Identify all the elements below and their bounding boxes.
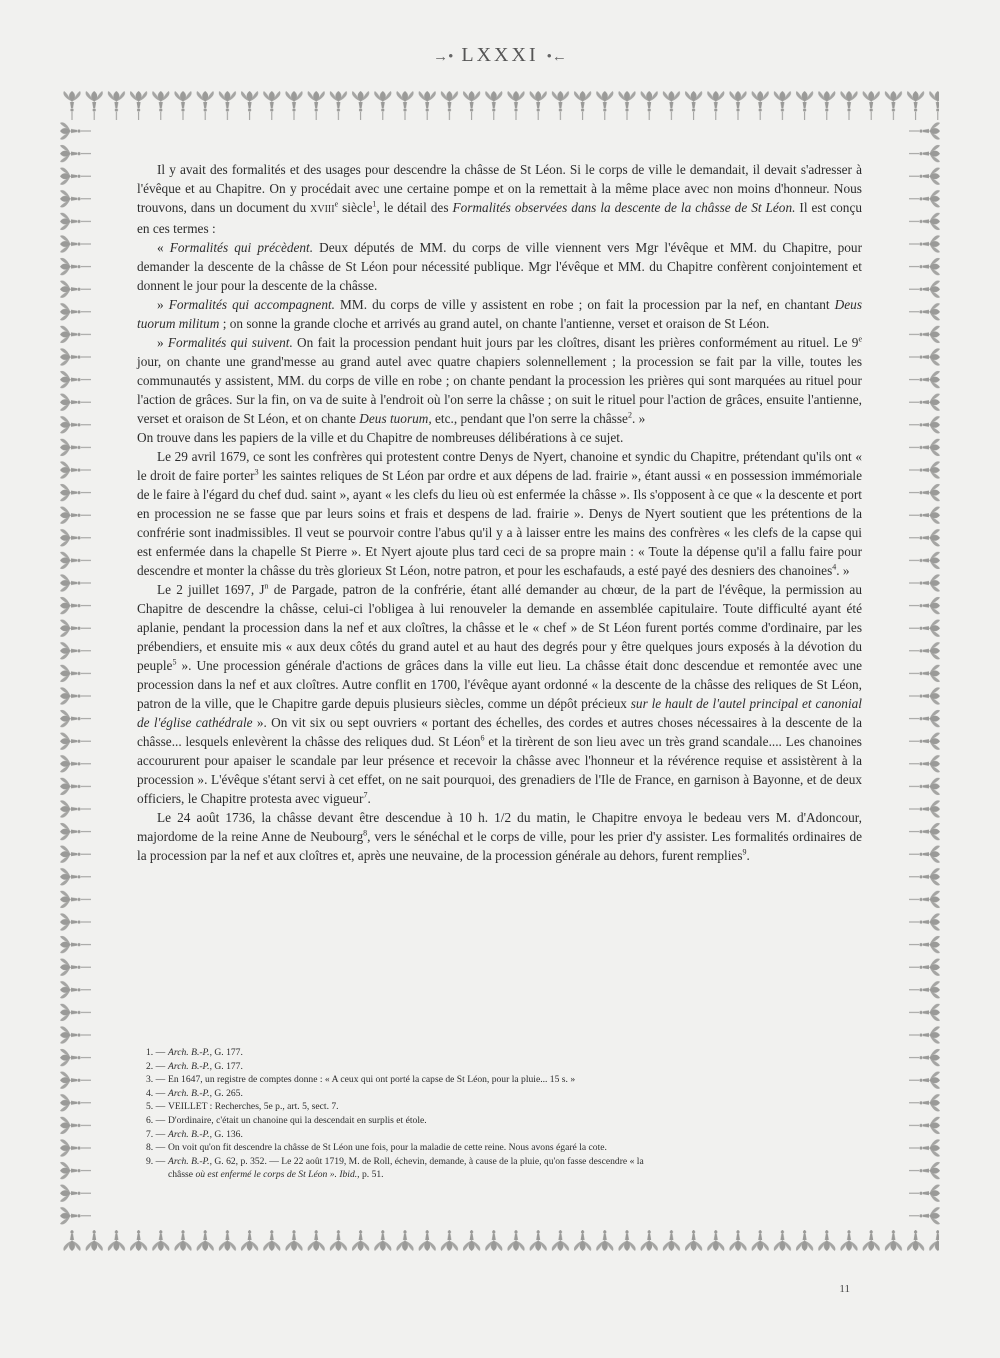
paragraph-8 — [137, 808, 862, 865]
footnote-italic: où est enfermé le corps de St Léon ». Ibid., — [195, 1169, 360, 1181]
paragraph-5 — [137, 428, 862, 447]
page-header — [0, 44, 1000, 67]
latin-phrase: Deus tuorum militum — [137, 297, 862, 331]
footnotes — [146, 1046, 862, 1182]
footnote-number: 6. — — [146, 1114, 166, 1126]
text-span: jour, on chante une grand'messe au grand autel avec quatre chapiers solennellement ; la procession se fait par la ville, toutes les communautés y assistent, MM. du corps de ville en robe ; on chante pendant la procession les prières qui sont marquées au rituel pour l'action de grâces. Sur la fin, on va de suite à l'endroit où l'on serre la châsse ; on suit le rituel pour l'action de grâces, ensuite l'antienne, verset et oraison de St Léon, et on chante — [137, 354, 862, 426]
footnote-ref: 1 — [372, 199, 377, 209]
paragraph-2 — [137, 238, 862, 295]
text-span: et la tirèrent de son lieu avec un très grand scandale.... Les chanoines accoururent pour apaiser le scandale par leur présence et recevoir la châsse avec l'honneur et la révérence requise et assistèrent à la procession ». L'évêque s'étant servi à cet effet, on ne sait pourquoi, des grenadiers de l'Ile de France, en garnison à Bayonne, et de deux officiers, le Chapitre protesta avec vigueur — [137, 734, 862, 806]
footnote-number: 8. — — [146, 1142, 166, 1154]
footnote-body: G. 136. — [211, 1128, 243, 1140]
footnote-number: 9. — — [146, 1155, 166, 1167]
text-span: XVIII — [310, 204, 335, 215]
text-span: « — [157, 240, 170, 255]
footnote — [146, 1155, 862, 1169]
paragraph-6 — [137, 447, 862, 580]
text-span: les saintes reliques de St Léon par ordre et aux dépens de lad. frairie », étant aussi « en possession immémoriale de le faire à l'égard du chef dud. saint », ayant « les clefs du lieu où est enfermée la châsse ». Ils s'opposent à ce que « la descente et port en procession ne se fasse que par leurs soins et frais et despens de lad. frairie ». Denys de Nyert soutient que les prétentions de la confrérie sont inadmissibles. Il veut se pourvoir contre l'abus qu'il y a à laisser entre les mains des confrères « les clefs de la capse qui est enfermée dans la chapelle St Pierre ». Et Nyert ajoute plus tard ceci de sa propre main : « Toute la dépense qu'il a fallu faire pour descendre et monter la châsse du très glorieux St Léon, notre patron, et pour les eschafauds, a esté payé des desniers des chanoines — [137, 468, 862, 578]
footnote-body: On voit qu'on fit descendre la châsse de St Léon une fois, pour la maladie de cette reine. Nous avons égaré la cote. — [168, 1142, 607, 1154]
footnote-body: G. 177. — [211, 1060, 243, 1072]
footnote-body: châsse — [168, 1169, 196, 1181]
footnote-text — [168, 1073, 862, 1087]
footnote-body: G. 265. — [211, 1087, 243, 1099]
footnote-ref: 7 — [363, 790, 368, 800]
italic-heading: Formalités qui suivent. — [167, 335, 293, 350]
text-span: , vers le sénéchal et le corps de ville, pour les prier d'y assister. Les formalités ordinaires de la procession par la nef et aux cloîtres et, après une neuvaine, de la procession générale au dehors, furent remplies — [137, 829, 863, 863]
footnote-continuation — [146, 1168, 862, 1182]
footnote-ref: 4 — [832, 562, 837, 572]
footnote-body: G. 177. — [211, 1047, 243, 1058]
sup-mark: n — [264, 581, 269, 591]
text-span: . — [746, 848, 750, 863]
italic-quote: sur le hault de l'autel principal et canonial de l'église cathédrale — [137, 696, 862, 730]
paragraph-4 — [137, 333, 862, 428]
left-arrow-ornament: →• — [433, 49, 454, 65]
footnote — [146, 1046, 862, 1060]
italic-heading: Formalités qui accompagnent. — [168, 297, 336, 312]
text-span: . — [367, 791, 371, 806]
footnote-text — [168, 1087, 862, 1101]
footnote-italic: Arch. B.-P., — [168, 1047, 212, 1058]
text-span: Le 24 août 1736, la châsse devant être descendue à 10 h. 1/2 du matin, le Chapitre envoya le bedeau vers M. d'Adoncour, majordome de la reine Anne de Neubourg — [137, 810, 862, 844]
footnote-body: p. 51. — [359, 1169, 384, 1181]
footnote — [146, 1087, 862, 1101]
footnote-text — [168, 1114, 862, 1128]
paragraph-7 — [137, 580, 862, 808]
paragraph-1 — [137, 160, 862, 238]
footnote-number: 7. — — [146, 1128, 166, 1140]
text-span: siècle — [338, 200, 373, 215]
right-arrow-ornament: •← — [546, 49, 567, 65]
footnote-text — [168, 1046, 862, 1060]
footnote-text — [168, 1128, 862, 1142]
text-span: Deux députés de MM. du corps de ville viennent vers Mgr l'évêque et MM. du Chapitre, pour demander la descente de la châsse de St Léon pour nécessité publique. Mgr l'évêque et MM. du Chapitre confèrent conjointement et donnent le jour pour la descente de la châsse. — [137, 240, 862, 293]
footnote-ref: 3 — [254, 467, 259, 477]
text-span: » — [157, 297, 169, 312]
main-text — [137, 160, 862, 865]
text-span: Le 2 juillet 1697, J — [157, 582, 265, 597]
footnote — [146, 1100, 862, 1114]
footnote-number: 4. — — [146, 1087, 166, 1099]
text-span: MM. du corps de ville y assistent en robe ; on fait la procession par la nef, en chantant — [335, 297, 835, 312]
text-span: Le 29 avril 1679, ce sont les confrères qui protestent contre Denys de Nyert, chanoine et syndic du Chapitre, prétendant qu'ils ont « le droit de faire porter — [137, 449, 862, 483]
italic-title: Formalités observées dans la descente de la châsse de St Léon. — [452, 200, 796, 215]
footnote-italic: Arch. B.-P., — [168, 1155, 212, 1167]
footnote-body: En 1647, un registre de comptes donne : « A ceux qui ont porté la capse de St Léon, pour la pluie... 15 s. » — [168, 1074, 576, 1086]
footnote — [146, 1114, 862, 1128]
footnote-ref: 8 — [363, 828, 368, 838]
footnote-body: D'ordinaire, c'était un chanoine qui la descendait en surplis et étole. — [168, 1114, 427, 1126]
footnote-ref: 6 — [480, 733, 485, 743]
text-span: ». Une procession générale d'actions de grâces dans la ville eut lieu. La châsse était donc descendue et remontée avec une procession dans la nef et aux cloîtres. Autre conflit en 1700, l'évêque ayant ordonné « la descente de la châsse des reliques de St Léon, patron de la ville, que le Chapitre garde depuis plusieurs siècles, comme un dépôt précieux — [137, 658, 862, 711]
text-span: de Pargade, patron de la confrérie, étant allé demander au chœur, de la part de l'évêque, la permission au Chapitre de descendre la châsse, celui-ci l'obligea à lui renouveler la demande en assemblée capitulaire. Toute difficulté ayant été aplanie, pendant la procession dans la nef et aux cloîtres, la châsse et le « chef » de St Léon furent portés comme d'ordinaire, par les prébendiers, et ensuite mis « aux deux côtés du grand autel et au haut des degrés pour y être quelques jours exposés à la dévotion du peuple — [137, 582, 862, 673]
text-span: » — [157, 335, 168, 350]
footnote-text — [168, 1100, 862, 1114]
paragraph-3 — [137, 295, 862, 333]
latin-phrase: Deus tuorum, — [359, 411, 432, 426]
page-roman-numeral: LXXXI — [461, 44, 539, 66]
text-span: ». On vit six ou sept ouvriers « portant des échelles, des cordes et autres choses nécessaires à la descente de la châsse... lesquels enlevèrent la châsse des reliques dud. St Léon — [137, 715, 862, 749]
text-span: Il est conçu en ces termes : — [137, 200, 863, 236]
footnote-body: G. 62, p. 352. — Le 22 août 1719, M. de Roll, échevin, demande, à cause de la pluie, qu'on fasse descendre « la — [211, 1155, 644, 1167]
footnote-italic: Arch. B.-P., — [168, 1128, 212, 1140]
text-span: . » — [836, 563, 850, 578]
footnote — [146, 1060, 862, 1074]
page-number: 11 — [839, 1283, 850, 1295]
footnote-number: 5. — — [146, 1101, 166, 1113]
footnote — [146, 1073, 862, 1087]
sup-mark: e — [858, 334, 862, 344]
footnote-number: 1. — — [146, 1047, 166, 1058]
text-span: Il y avait des formalités et des usages pour descendre la châsse de St Léon. Si le corps de ville le demandait, il devait s'adresser à l'évêque et au Chapitre. On y procédait avec une certaine pompe et on la remettait à la même place avec non moins d'honneur. Nous trouvons, dans un document du — [137, 162, 862, 215]
footnote-italic: Arch. B.-P., — [168, 1087, 212, 1099]
text-span: . » — [631, 411, 646, 426]
footnote-body: VEILLET : Recherches, 5e p., art. 5, sect. 7. — [168, 1101, 339, 1113]
text-span: , le détail des — [376, 200, 453, 215]
footnote-italic: Arch. B.-P., — [168, 1060, 212, 1072]
footnote-text — [168, 1155, 862, 1169]
text-span: etc., pendant que l'on serre la châsse — [431, 411, 628, 426]
footnote-number: 2. — — [146, 1060, 166, 1072]
footnote — [146, 1141, 862, 1155]
footnote-ref: 9 — [742, 847, 747, 857]
text-span: ; on sonne la grande cloche et arrivés au grand autel, on chante l'antienne, verset et oraison de St Léon. — [219, 316, 770, 331]
footnote — [146, 1128, 862, 1142]
footnote-text — [168, 1141, 862, 1155]
sup-mark: e — [334, 199, 339, 209]
text-span: On trouve dans les papiers de la ville et du Chapitre de nombreuses délibérations à ce sujet. — [137, 430, 624, 445]
footnote-number: 3. — — [146, 1074, 166, 1086]
italic-heading: Formalités qui précèdent. — [169, 240, 314, 255]
footnote-ref: 5 — [172, 657, 177, 667]
footnote-ref: 2 — [627, 410, 632, 420]
footnote-text — [168, 1060, 862, 1074]
text-span: On fait la procession pendant huit jours par les cloîtres, disant les prières conformément au rituel. Le 9 — [292, 335, 859, 350]
